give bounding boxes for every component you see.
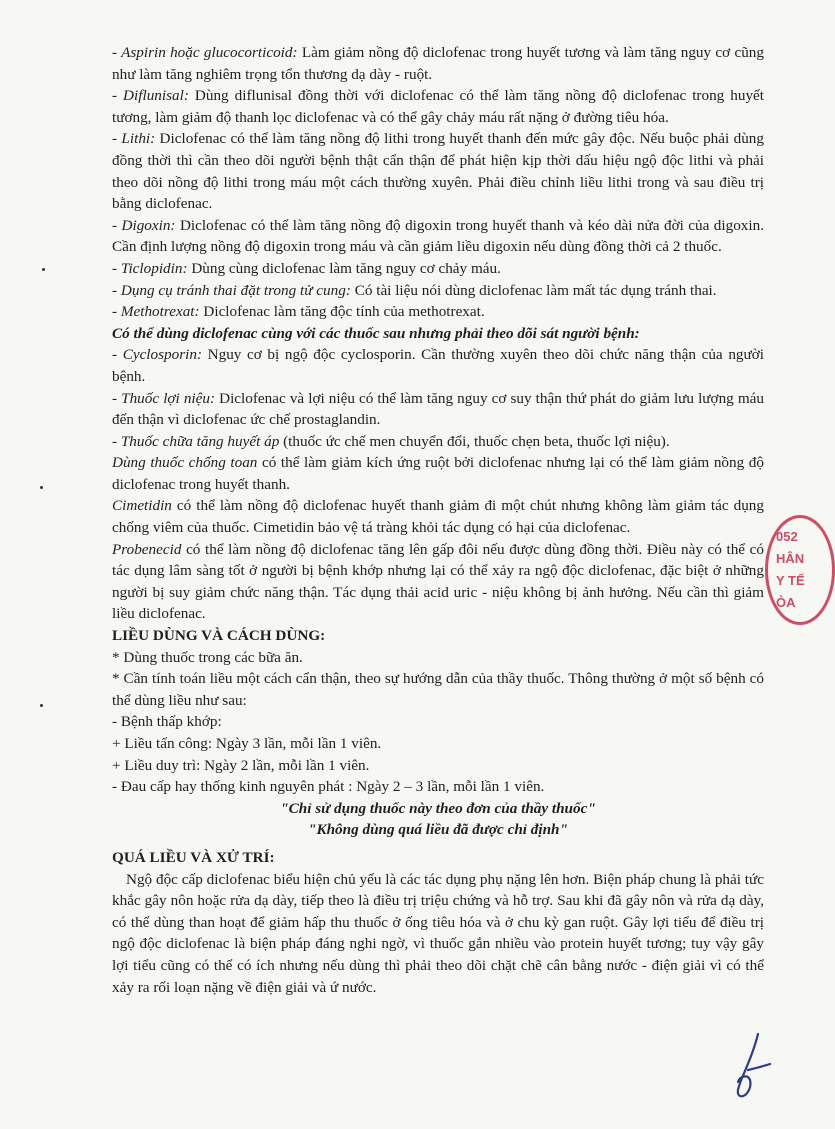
drug-description: có thể làm nồng độ diclofenac huyết thanh giảm đi một chút nhưng không làm giảm tác dụng chống viêm của thuốc. Cimetidin bảo vệ tá tràng khỏi tác dụng có hại của diclofenac. [112, 497, 764, 537]
drug-term: - Digoxin: [112, 216, 176, 234]
interaction-probenecid [112, 539, 764, 625]
drug-description: Dùng cùng diclofenac làm tăng nguy cơ chảy máu. [187, 259, 501, 277]
dosage-line: - Đau cấp hay thống kinh nguyên phát : Ngày 2 – 3 lần, mỗi lần 1 viên. [112, 778, 545, 796]
drug-description: Diclofenac có thể làm tăng nồng độ digoxin trong huyết thanh và kéo dài nửa đời của digoxin. Cần định lượng nồng độ digoxin trong máu và cần giảm liều digoxin nếu dùng đồng thời cả 2 thuốc. [112, 216, 765, 256]
stamp-line: ÒA [776, 595, 796, 610]
drug-term: Probenecid [112, 540, 182, 558]
drug-description: có thể làm nồng độ diclofenac tăng lên gấp đôi nếu được dùng đồng thời. Điều này có thể có tác dụng lâm sàng tốt ở người bị bệnh khớp nhưng lại có thể xảy ra ngộ độc diclofenac, đặc biệt ở những người bị suy giảm chức năng thận. Tác dụng thải acid uric - niệu không bị ảnh hưởng. Nếu cần thì giảm liều diclofenac. [112, 540, 764, 623]
interaction-diflunisal [112, 85, 764, 128]
overdose-heading: QUÁ LIỀU VÀ XỬ TRÍ: [112, 848, 275, 866]
drug-term: Dùng thuốc chống toan [112, 454, 258, 472]
interaction-antacids [112, 452, 764, 495]
interaction-aspirin [112, 42, 764, 85]
dosage-line: - Bệnh thấp khớp: [112, 713, 222, 731]
drug-description: Dùng diflunisal đồng thời với diclofenac có thể làm tăng nồng độ diclofenac trong huyết tương, làm giảm độ thanh lọc diclofenac và có thể gây chảy máu rất nặng ở đường tiêu hóa. [112, 87, 765, 126]
dosage-line: + Liều tấn công: Ngày 3 lần, mỗi lần 1 viên. [112, 735, 382, 752]
overdose-notice: "Không dùng quá liều đã được chỉ định" [308, 821, 568, 839]
drug-description: có thể làm giảm kích ứng ruột bởi diclofenac nhưng lại có thể làm giảm nồng độ diclofenac trong huyết thanh. [112, 454, 764, 493]
interaction-cimetidin [112, 495, 764, 538]
drug-description: Diclofenac có thể làm tăng nồng độ lithi trong huyết thanh đến mức gây độc. Nếu buộc phải dùng đồng thời thì cần theo dõi người bệnh thật cẩn thận để phát hiện kịp thời dấu hiệu ngộ độc lithi và phải theo dõi nồng độ lithi trong máu một cách thường xuyên. Phải điều chỉnh liều lithi trong và sau điều trị bằng diclofenac. [112, 130, 764, 213]
drug-description: Diclofenac và lợi niệu có thể làm tăng nguy cơ suy thận thứ phát do giảm lưu lượng máu đến thận vì diclofenac ức chế prostaglandin. [112, 389, 764, 429]
red-seal-stamp [765, 515, 835, 625]
interaction-antihypertensives [112, 431, 764, 453]
drug-description: Có tài liệu nói dùng diclofenac làm mất tác dụng tránh thai. [350, 281, 717, 299]
scan-speck [40, 704, 43, 707]
drug-term: - Methotrexat: [112, 303, 200, 321]
drug-description: Diclofenac làm tăng độc tính của methotrexat. [199, 303, 485, 321]
interaction-iud [112, 280, 764, 302]
drug-term: Cimetidin [112, 497, 172, 515]
scan-speck [42, 268, 45, 271]
drug-term: - Ticlopidin: [112, 259, 188, 277]
stamp-line: 052 [776, 529, 798, 544]
drug-description: Làm giảm nồng độ diclofenac trong huyết tương và làm tăng nguy cơ cũng như làm tăng nghiêm trọng tổn thương dạ dày - ruột. [112, 44, 764, 83]
drug-term: - Thuốc chữa tăng huyết áp [112, 432, 280, 450]
drug-description: Nguy cơ bị ngộ độc cyclosporin. Cần thường xuyên theo dõi chức năng thận của người bệnh. [112, 346, 764, 385]
dosage-line: + Liều duy trì: Ngày 2 lần, mỗi lần 1 viên. [112, 756, 370, 774]
interaction-diuretics [112, 388, 764, 431]
interaction-digoxin [112, 215, 764, 258]
stamp-line: Y TẾ [776, 573, 805, 588]
handwritten-signature [728, 1030, 773, 1100]
drug-term: - Diflunisal: [112, 87, 189, 105]
dosage-line: * Cần tính toán liều một cách cẩn thận, theo sự hướng dẫn của thầy thuốc. Thông thường ở một số bệnh có thể dùng liều như sau: [112, 670, 764, 709]
interaction-ticlopidin [112, 258, 764, 280]
drug-description: (thuốc ức chế men chuyển đổi, thuốc chẹn beta, thuốc lợi niệu). [279, 432, 670, 450]
interaction-methotrexat [112, 301, 764, 323]
drug-term: - Aspirin hoặc glucocorticoid: [112, 44, 298, 61]
drug-term: - Lithi: [112, 130, 156, 148]
drug-term: - Thuốc lợi niệu: [112, 389, 216, 407]
interaction-cyclosporin [112, 344, 764, 387]
leaflet-text [112, 42, 764, 998]
interaction-lithi [112, 128, 764, 214]
drug-term: - Cyclosporin: [112, 346, 202, 364]
scan-speck [40, 486, 43, 489]
monitoring-subheading: Có thể dùng diclofenac cùng với các thuốc sau nhưng phải theo dõi sát người bệnh: [112, 324, 640, 342]
overdose-text: Ngộ độc cấp diclofenac biểu hiện chủ yếu là các tác dụng phụ nặng lên hơn. Biện pháp chung là phải tức khắc gây nôn hoặc rửa dạ dày, tiếp theo là điều trị triệu chứng và hỗ trợ. Sau khi đã gây nôn và rửa dạ dày, có thể dùng than hoạt để giảm hấp thu thuốc ở ống tiêu hóa và ở chu kỳ gan ruột. Gây lợi tiểu để điều trị ngộ độc diclofenac là biện pháp đáng nghi ngờ, vì thuốc gắn nhiều vào protein huyết tương; tuy vậy gây lợi tiểu cũng có thể có ích nhưng nếu dùng thì phải theo dõi chặt chẽ cân bằng nước - điện giải vì có thể xảy ra rối loạn nặng về điện giải và ứ nước. [112, 870, 764, 996]
dosage-heading: LIỀU DÙNG VÀ CÁCH DÙNG: [112, 627, 326, 645]
dosage-line: * Dùng thuốc trong các bữa ăn. [112, 648, 303, 666]
prescription-notice: "Chỉ sử dụng thuốc này theo đơn của thầy thuốc" [280, 799, 596, 817]
drug-term: - Dụng cụ tránh thai đặt trong tử cung: [112, 281, 351, 299]
stamp-line: HÂN [776, 551, 805, 566]
